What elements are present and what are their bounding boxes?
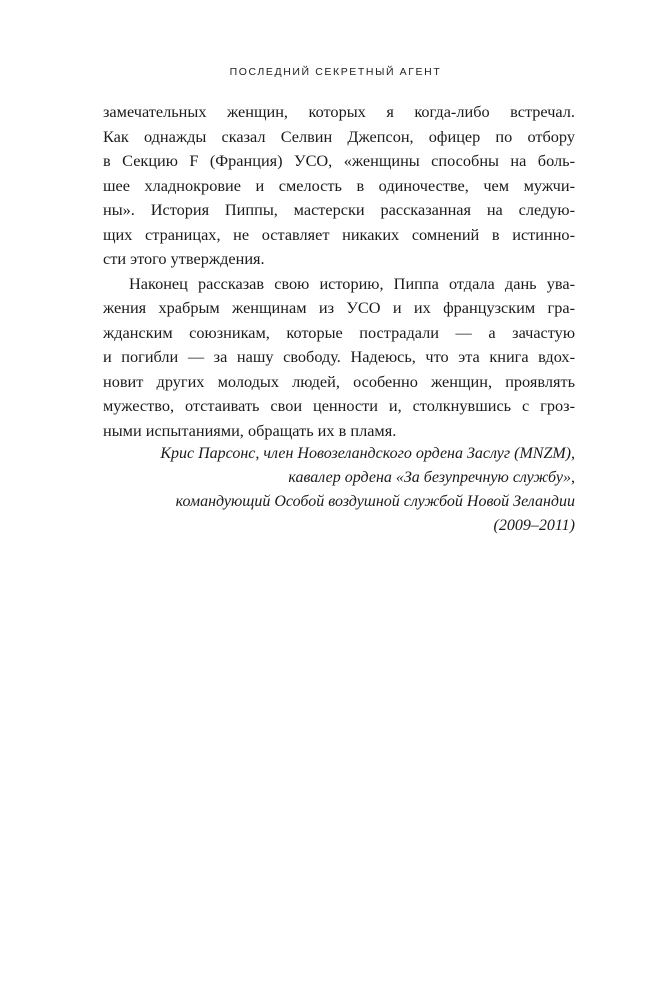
signature-line: Крис Парсонс, член Новозеландского ордена Заслуг (MNZM), xyxy=(160,445,575,462)
text-line: Наконец рассказав свою историю, Пиппа отдала дань ува- xyxy=(129,273,575,293)
signature-line: командующий Особой воздушной службой Новой Зеландии xyxy=(175,493,575,510)
body-text xyxy=(103,100,575,443)
running-header: ПОСЛЕДНИЙ СЕКРЕТНЫЙ АГЕНТ xyxy=(229,66,442,78)
text-line: ными испытаниями, обращать их в пламя. xyxy=(103,420,397,440)
text-line: сти этого утверждения. xyxy=(103,249,265,268)
text-line: шее хладнокровие и смелость в одиночестве, чем мужчи- xyxy=(103,175,575,195)
signature-block xyxy=(103,442,575,538)
signature-line: кавалер ордена «За безупречную службу», xyxy=(288,469,575,486)
text-line: Как однажды сказал Селвин Джепсон, офицер по отбору xyxy=(103,126,575,146)
text-line: в Секцию F (Франция) УСО, «женщины способны на боль- xyxy=(103,151,575,170)
text-line: жданским союзникам, которые пострадали — а зачастую xyxy=(103,322,575,342)
signature-line: (2009–2011) xyxy=(493,517,575,534)
text-line: жения храбрым женщинам из УСО и их французским гра- xyxy=(103,298,575,317)
paragraph-1 xyxy=(103,100,575,272)
paragraph-2 xyxy=(103,272,575,444)
text-line: и погибли — за нашу свободу. Надеюсь, что эта книга вдох- xyxy=(103,347,575,366)
text-line: мужество, отстаивать свои ценности и, столкнувшись с гроз- xyxy=(103,396,575,415)
text-line: щих страницах, не оставляет никаких сомнений в истинно- xyxy=(103,224,575,244)
text-line: замечательных женщин, которых я когда-либо встречал. xyxy=(103,102,575,121)
text-line: ны». История Пиппы, мастерски рассказанная на следую- xyxy=(103,200,575,219)
text-line: новит других молодых людей, особенно женщин, проявлять xyxy=(103,371,575,391)
